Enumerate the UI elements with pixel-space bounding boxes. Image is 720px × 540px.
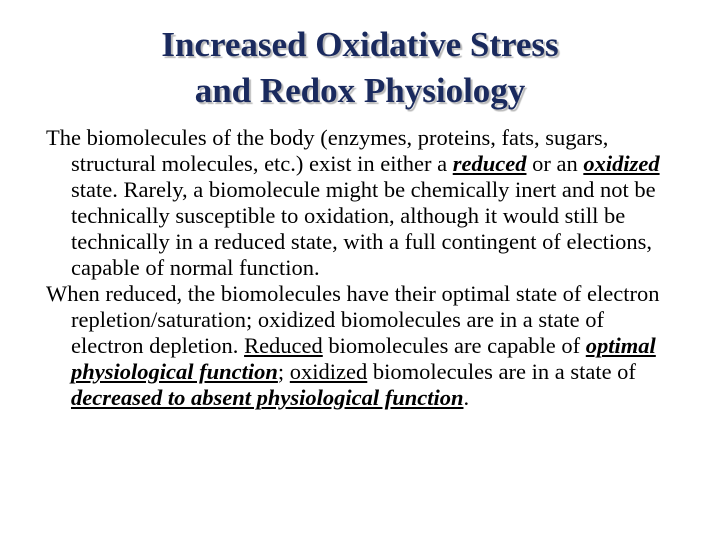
title-line-1: Increased Oxidative Stress	[161, 25, 559, 64]
paragraph-1-text-1: The biomolecules of the body (enzymes, proteins, fats, sugars, structural molecules, etc.) exist in either a	[46, 125, 609, 176]
paragraph-1-text-3: state. Rarely, a biomolecule might be chemically inert and not be technically susceptible to oxidation, although it would still be technically in a reduced state, with a full contingent of elections, capable of normal function.	[71, 177, 656, 280]
paragraph-2-text-3: ;	[277, 359, 290, 384]
slide-title	[0, 22, 720, 114]
paragraph-1-text-2: or an	[526, 151, 584, 176]
emphasis-decreased-function: decreased to absent physiological function	[71, 385, 464, 410]
paragraph-2-text-2: biomolecules are capable of	[322, 333, 586, 358]
title-line-2: and Redox Physiology	[194, 71, 526, 110]
paragraph-2-text-5: .	[463, 385, 470, 410]
paragraph-2-text-1: When reduced, the biomolecules have their optimal state of electron repletion/saturation; oxidized biomolecules are in a state of electron depletion.	[46, 281, 660, 358]
paragraph-1	[46, 125, 676, 281]
emphasis-reduced: reduced	[452, 151, 527, 176]
underlined-reduced: Reduced	[244, 333, 323, 358]
slide-body	[46, 125, 676, 411]
underlined-oxidized: oxidized	[289, 359, 368, 384]
emphasis-optimal-function: optimal physiological function	[71, 333, 656, 384]
paragraph-2-text-4: biomolecules are in a state of	[367, 359, 636, 384]
emphasis-oxidized: oxidized	[583, 151, 660, 176]
paragraph-2	[46, 281, 676, 411]
